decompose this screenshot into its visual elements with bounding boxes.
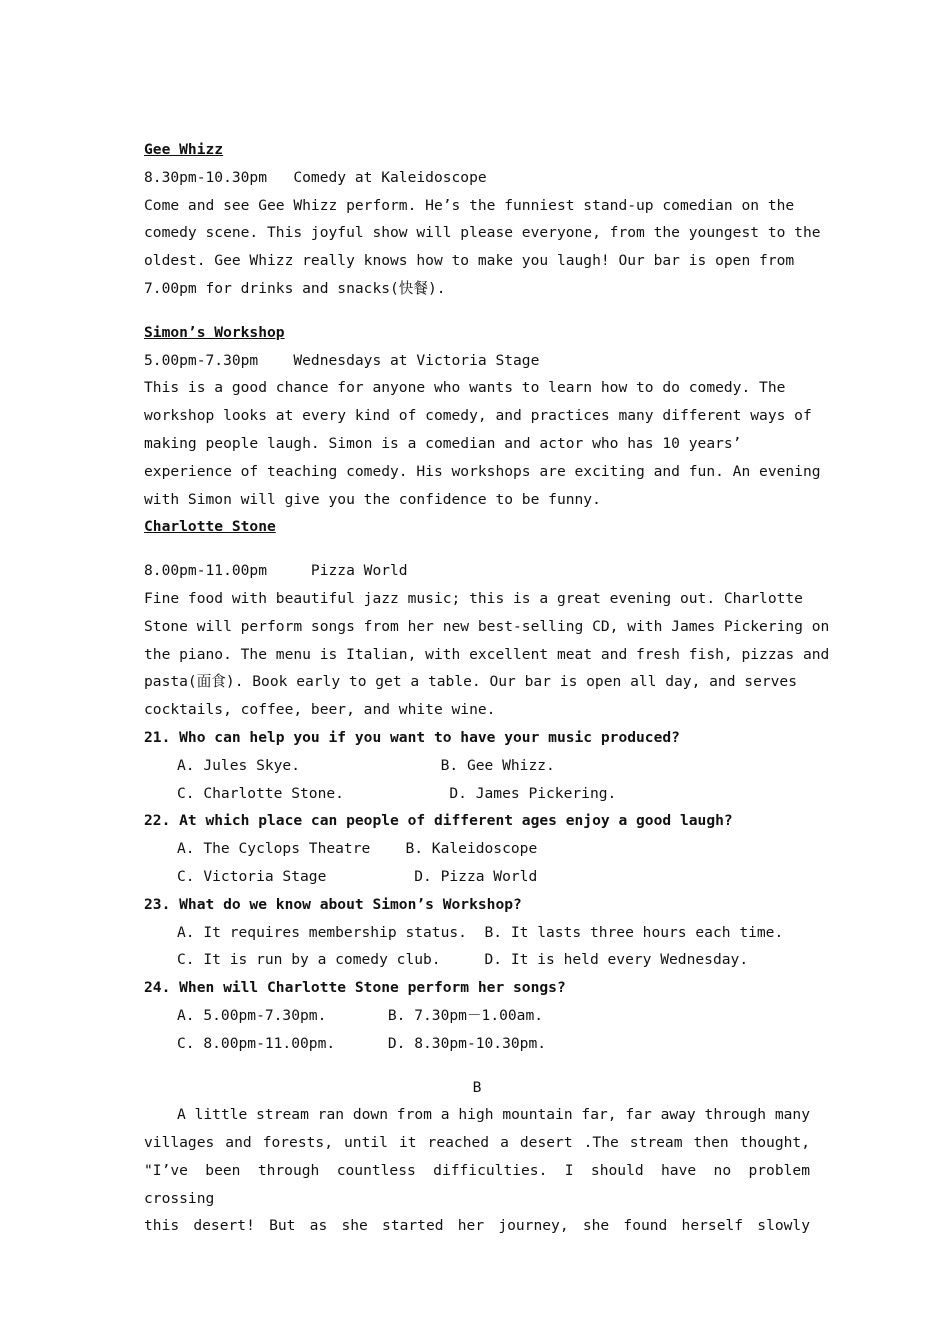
spacer <box>144 541 810 557</box>
charlotte-stone-line: the piano. The menu is Italian, with excellent meat and fresh fish, pizzas and <box>144 645 830 663</box>
questions-section <box>144 724 810 1058</box>
question-options-row: C. Victoria Stage D. Pizza World <box>177 867 538 885</box>
simon-workshop-line: workshop looks at every kind of comedy, and practices many different ways of <box>144 407 812 425</box>
gee-whizz-line: comedy scene. This joyful show will please everyone, from the youngest to the <box>144 224 821 242</box>
gee-whizz-line: Come and see Gee Whizz perform. He’s the funniest stand-up comedian on the <box>144 196 795 214</box>
question-options-row: A. The Cyclops Theatre B. Kaleidoscope <box>177 840 538 858</box>
passage-b-heading: B <box>472 1078 482 1096</box>
passage-b-section <box>144 1074 810 1241</box>
spacer <box>144 303 810 319</box>
simon-workshop-time-place: 5.00pm-7.30pm Wednesdays at Victoria Stage <box>144 351 540 369</box>
passage-b-line: this desert! But as she started her journey, she found herself slowly <box>144 1217 810 1235</box>
simon-workshop-line: with Simon will give you the confidence to be funny. <box>144 490 601 508</box>
question-options-row: C. It is run by a comedy club. D. It is held every Wednesday. <box>177 951 749 969</box>
passage-b-line: villages and forests, until it reached a desert .The stream then thought, <box>144 1134 810 1152</box>
simon-workshop-title: Simon’s Workshop <box>144 323 285 341</box>
question-options-row: A. 5.00pm-7.30pm. B. 7.30pm－1.00am. <box>177 1006 544 1024</box>
passage-b-line: A little stream ran down from a high mountain far, far away through many <box>177 1106 810 1124</box>
charlotte-stone-line: Fine food with beautiful jazz music; this is a great evening out. Charlotte <box>144 589 803 607</box>
question-23 <box>144 891 810 974</box>
question-21 <box>144 724 810 807</box>
charlotte-stone-title: Charlotte Stone <box>144 518 276 536</box>
question-22 <box>144 807 810 890</box>
gee-whizz-time-place: 8.30pm-10.30pm Comedy at Kaleidoscope <box>144 168 487 186</box>
gee-whizz-line: oldest. Gee Whizz really knows how to make you laugh! Our bar is open from <box>144 252 795 270</box>
charlotte-stone-line: pasta(面食). Book early to get a table. Our bar is open all day, and serves <box>144 673 798 691</box>
gee-whizz-line: 7.00pm for drinks and snacks(快餐). <box>144 279 446 297</box>
passage-b-line: "I’ve been through countless difficulties. I should have no problem crossing <box>144 1161 810 1207</box>
question-stem: 24. When will Charlotte Stone perform her songs? <box>144 979 566 997</box>
simon-workshop-line: experience of teaching comedy. His workshops are exciting and fun. An evening <box>144 462 821 480</box>
gee-whizz-title: Gee Whizz <box>144 141 224 158</box>
charlotte-stone-line: cocktails, coffee, beer, and white wine. <box>144 701 496 719</box>
simon-workshop-line: making people laugh. Simon is a comedian and actor who has 10 years’ <box>144 434 742 452</box>
gee-whizz-section <box>144 136 821 303</box>
charlotte-stone-time-place: 8.00pm-11.00pm Pizza World <box>144 562 408 580</box>
charlotte-stone-section <box>144 513 830 724</box>
question-stem: 23. What do we know about Simon’s Workshop? <box>144 895 522 913</box>
simon-workshop-section <box>144 319 821 514</box>
charlotte-stone-line: Stone will perform songs from her new best-selling CD, with James Pickering on <box>144 617 830 635</box>
question-stem: 21. Who can help you if you want to have your music produced? <box>144 728 680 746</box>
question-24 <box>144 974 810 1057</box>
question-options-row: C. 8.00pm-11.00pm. D. 8.30pm-10.30pm. <box>177 1034 547 1052</box>
spacer <box>144 1058 810 1074</box>
question-options-row: C. Charlotte Stone. D. James Pickering. <box>177 784 617 802</box>
question-options-row: A. Jules Skye. B. Gee Whizz. <box>177 756 555 774</box>
document-page <box>144 136 830 1240</box>
question-options-row: A. It requires membership status. B. It lasts three hours each time. <box>177 923 784 941</box>
question-stem: 22. At which place can people of different ages enjoy a good laugh? <box>144 812 733 830</box>
simon-workshop-line: This is a good chance for anyone who wants to learn how to do comedy. The <box>144 379 786 397</box>
